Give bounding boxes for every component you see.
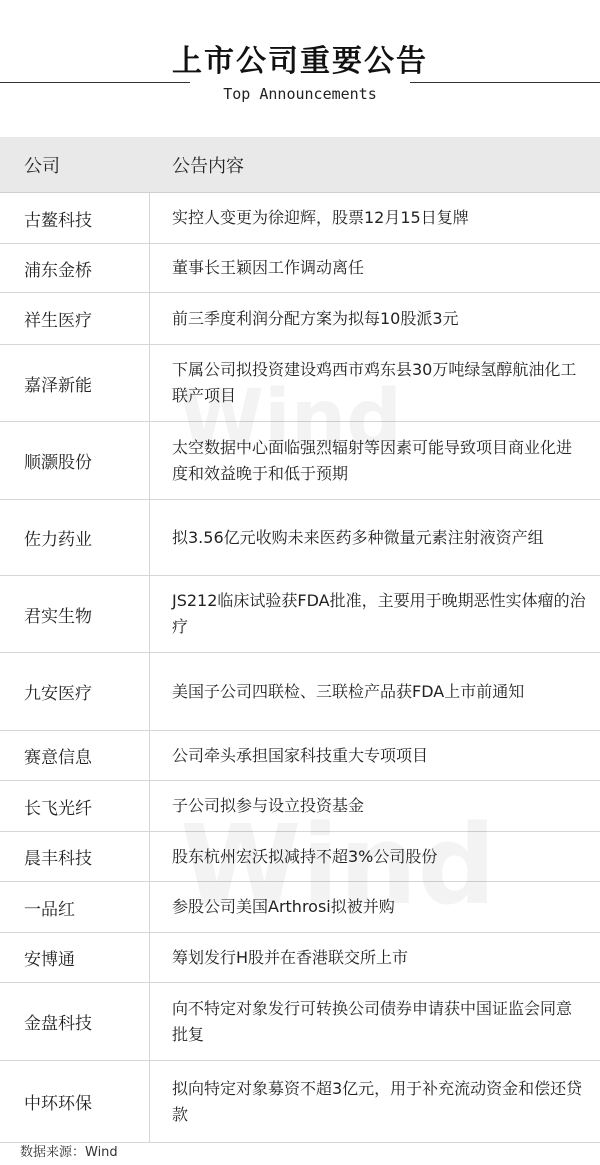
- company-cell: 一品红: [0, 882, 150, 932]
- company-cell: 君实生物: [0, 576, 150, 652]
- company-cell: 长飞光纤: [0, 781, 150, 831]
- table-row: [0, 193, 600, 244]
- company-cell: 中环环保: [0, 1061, 150, 1142]
- header: [0, 0, 600, 137]
- title-divider-right: [410, 82, 600, 83]
- content-cell: 股东杭州宏沃拟减持不超3%公司股份: [172, 846, 438, 866]
- content-cell: 董事长王颖因工作调动离任: [172, 258, 365, 277]
- announcements-table: [0, 137, 600, 1143]
- title-divider-left: [0, 82, 190, 83]
- column-header-company: 公司: [24, 155, 60, 177]
- company-cell: 佐力药业: [0, 500, 150, 575]
- content-cell: 向不特定对象发行可转换公司债券申请获中国证监会同意批复: [172, 998, 573, 1044]
- table-row: [0, 653, 600, 731]
- content-cell: 美国子公司四联检、三联检产品获FDA上市前通知: [172, 681, 525, 701]
- content-cell: 前三季度利润分配方案为拟每10股派3元: [172, 308, 459, 328]
- data-source-note: 数据来源：Wind: [20, 1145, 118, 1160]
- table-row: [0, 731, 600, 781]
- table-row: [0, 933, 600, 983]
- content-cell: JS212临床试验获FDA批准，主要用于晚期恶性实体瘤的治疗: [172, 591, 586, 636]
- table-header: [0, 137, 600, 193]
- table-row: [0, 293, 600, 345]
- content-cell: 拟3.56亿元收购未来医药多种微量元素注射液资产组: [172, 527, 544, 547]
- company-cell: 浦东金桥: [0, 244, 150, 292]
- content-cell: 子公司拟参与设立投资基金: [172, 796, 365, 815]
- content-cell: 参股公司美国Arthrosi拟被并购: [172, 897, 395, 916]
- content-cell: 太空数据中心面临强烈辐射等因素可能导致项目商业化进度和效益晚于和低于预期: [172, 437, 573, 483]
- content-cell: 实控人变更为徐迎辉，股票12月15日复牌: [172, 208, 469, 227]
- company-cell: 金盘科技: [0, 983, 150, 1060]
- content-cell: 筹划发行H股并在香港联交所上市: [172, 947, 409, 967]
- company-cell: 赛意信息: [0, 731, 150, 780]
- company-cell: 嘉泽新能: [0, 345, 150, 421]
- table-row: [0, 244, 600, 293]
- table-row: [0, 500, 600, 576]
- page-subtitle: Top Announcements: [223, 85, 377, 103]
- table-row: [0, 576, 600, 653]
- page-title: 上市公司重要公告: [172, 44, 428, 79]
- content-cell: 下属公司拟投资建设鸡西市鸡东县30万吨绿氢醇航油化工联产项目: [172, 360, 577, 405]
- content-cell: 公司牵头承担国家科技重大专项项目: [172, 745, 429, 765]
- company-cell: 顺灏股份: [0, 422, 150, 499]
- content-cell: 拟向特定对象募资不超3亿元，用于补充流动资金和偿还贷款: [172, 1078, 583, 1124]
- table-row: [0, 1061, 600, 1143]
- column-header-content: 公告内容: [172, 155, 244, 177]
- company-cell: 祥生医疗: [0, 293, 150, 344]
- table-row: [0, 983, 600, 1061]
- watermark-logo: [178, 380, 408, 458]
- company-cell: 古鳌科技: [0, 193, 150, 243]
- company-cell: 安博通: [0, 933, 150, 982]
- company-cell: 晨丰科技: [0, 832, 150, 881]
- watermark-logo: [180, 810, 410, 920]
- company-cell: 九安医疗: [0, 653, 150, 730]
